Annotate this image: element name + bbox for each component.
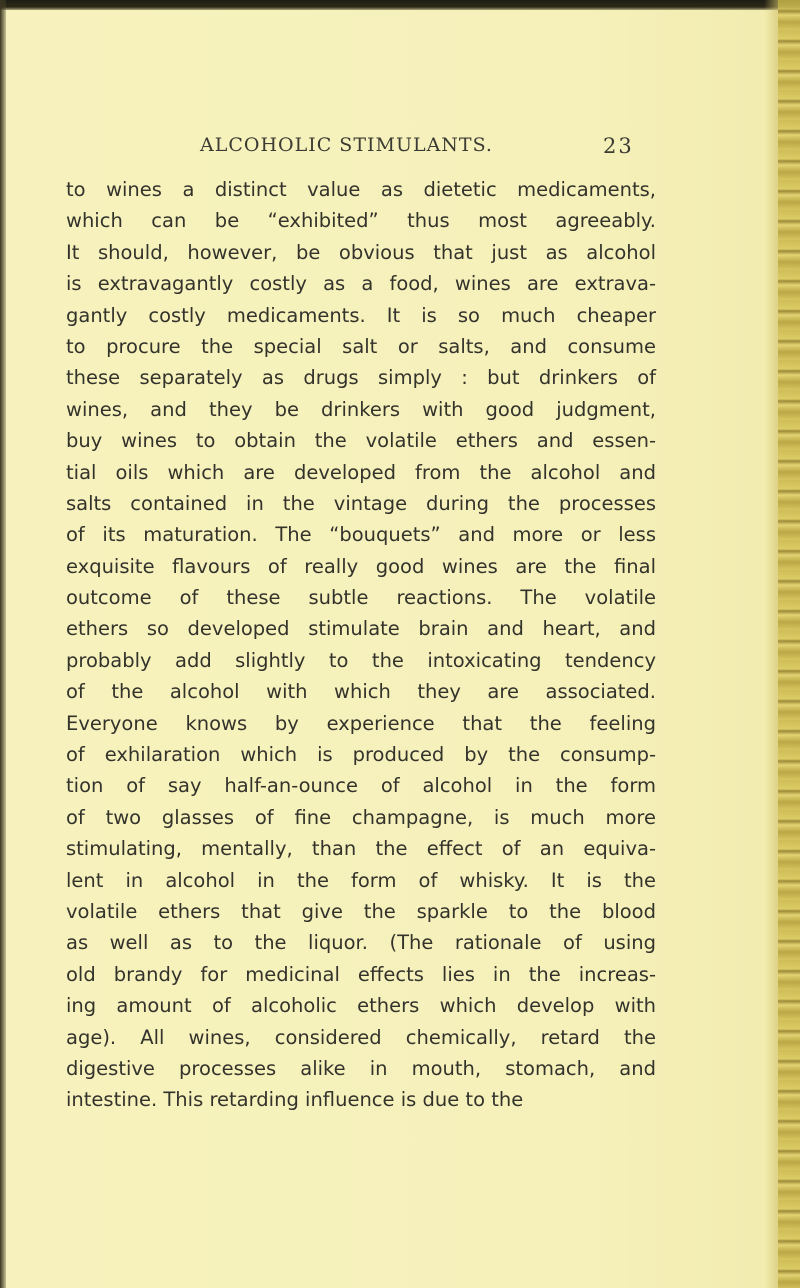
text-line: to procure the special salt or salts, and consume (66, 334, 656, 358)
text-line: salts contained in the vintage during the processes (66, 491, 656, 515)
text-line: ing amount of alcoholic ethers which develop with (66, 994, 656, 1018)
text-line: tial oils which are developed from the alcohol and (66, 460, 656, 484)
text-line: digestive processes alike in mouth, stomach, and (66, 1056, 656, 1080)
text-line: these separately as drugs simply : but drinkers of (66, 366, 656, 390)
book-spine-edge (778, 0, 800, 1288)
text-line: of its maturation. The “bouquets” and more or less (66, 523, 656, 547)
text-line: gantly costly medicaments. It is so much cheaper (66, 303, 656, 327)
text-line: stimulating, mentally, than the effect of an equiva- (66, 837, 656, 861)
text-line: of two glasses of fine champagne, is much more (66, 805, 656, 829)
text-line: to wines a distinct value as dietetic medicaments, (66, 178, 656, 201)
page-number: 23 (603, 134, 634, 158)
text-line: tion of say half-an-ounce of alcohol in the form (66, 774, 656, 798)
body-text (66, 174, 656, 1116)
text-line: It should, however, be obvious that just as alcohol (66, 240, 656, 264)
running-title: ALCOHOLIC STIMULANTS. (200, 134, 493, 156)
text-line: buy wines to obtain the volatile ethers and essen- (66, 429, 656, 453)
text-line: age). All wines, considered chemically, retard the (66, 1025, 656, 1049)
text-line: wines, and they be drinkers with good judgment, (66, 397, 656, 421)
text-line: Everyone knows by experience that the feeling (66, 711, 656, 735)
text-line: volatile ethers that give the sparkle to the blood (66, 899, 656, 923)
page-left-edge (0, 0, 6, 1288)
page-top-edge (0, 0, 800, 10)
text-line: outcome of these subtle reactions. The volatile (66, 586, 656, 610)
text-line: probably add slightly to the intoxicating tendency (66, 648, 656, 672)
text-line: which can be “exhibited” thus most agreeably. (66, 209, 656, 233)
text-line: as well as to the liquor. (The rationale of using (66, 931, 656, 955)
page-gutter-shade (764, 0, 778, 1288)
text-line: ethers so developed stimulate brain and heart, and (66, 617, 656, 641)
text-line: old brandy for medicinal effects lies in the increas- (66, 962, 656, 986)
text-line: of the alcohol with which they are associated. (66, 680, 656, 704)
text-line: of exhilaration which is produced by the consump- (66, 743, 656, 767)
text-line: is extravagantly costly as a food, wines are extrava- (66, 272, 656, 296)
text-line: intestine. This retarding influence is due to the (66, 1088, 524, 1112)
text-line: exquisite flavours of really good wines are the final (66, 554, 656, 578)
text-line: lent in alcohol in the form of whisky. It is the (66, 868, 656, 892)
